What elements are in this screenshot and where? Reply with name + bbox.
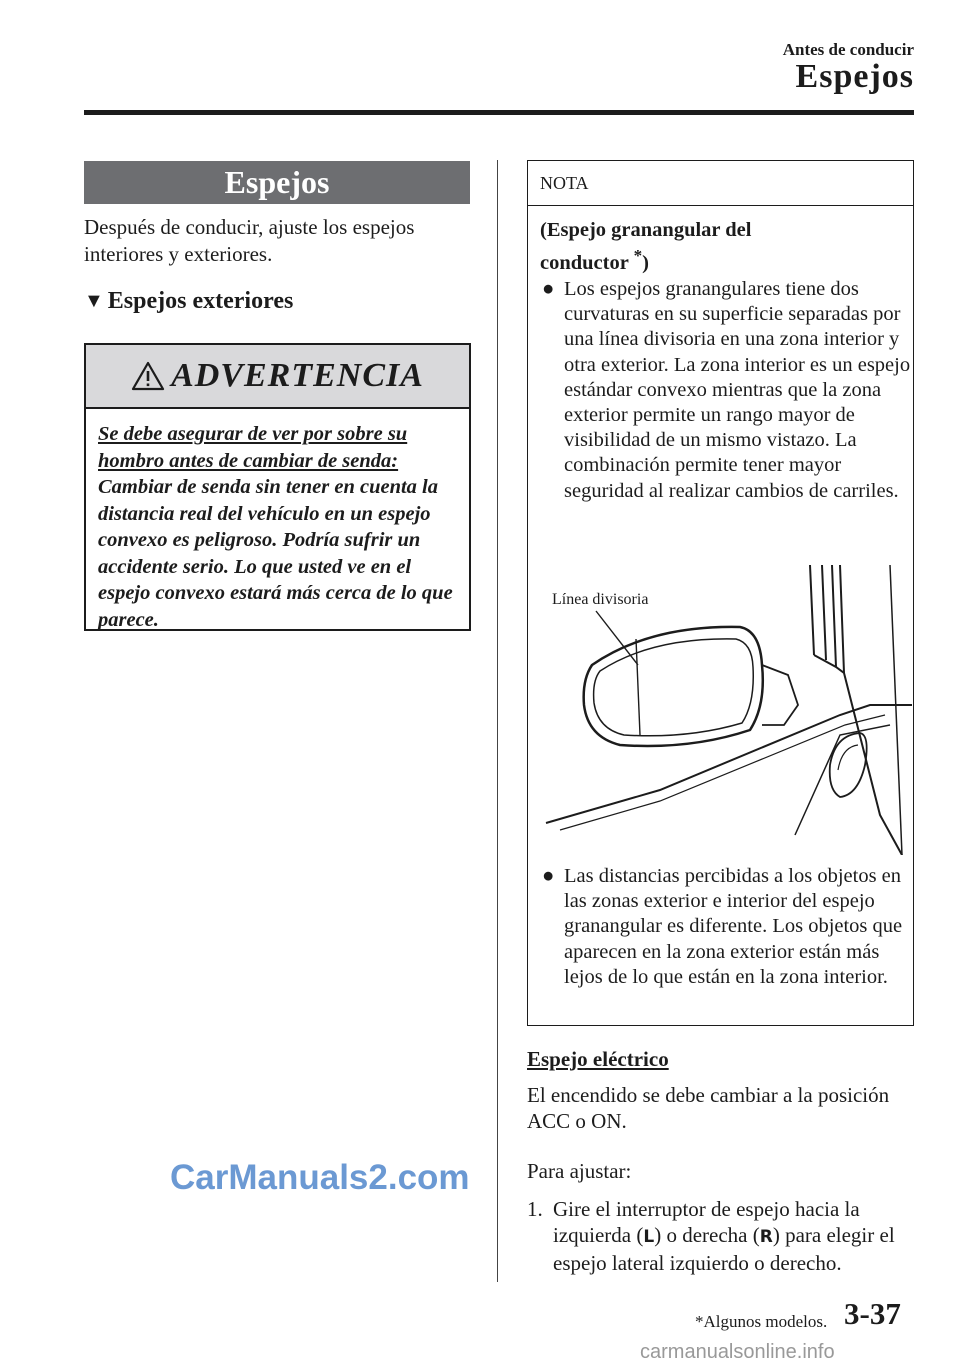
running-header-section: Antes de conducir bbox=[782, 40, 914, 59]
warning-header bbox=[86, 345, 469, 409]
adjust-step-1 bbox=[527, 1196, 917, 1276]
step-text-a: Gire el interruptor de espejo hacia la izquierda ( bbox=[553, 1197, 860, 1247]
section-title: Espejos bbox=[84, 161, 470, 204]
note-box bbox=[527, 160, 914, 1026]
footer-site: carmanualsonline.info bbox=[640, 1341, 835, 1363]
note-label: NOTA bbox=[528, 161, 913, 206]
note-subheading-close: ) bbox=[642, 251, 649, 274]
note-bullet-2 bbox=[540, 864, 914, 990]
page-number: 3-37 bbox=[844, 1296, 901, 1331]
note-subheading bbox=[540, 218, 751, 276]
bullet-dot-icon: ● bbox=[542, 278, 555, 300]
step-number: 1. bbox=[527, 1197, 543, 1221]
note-bullet-1 bbox=[540, 277, 914, 504]
warning-body bbox=[86, 409, 469, 633]
adjust-label: Para ajustar: bbox=[527, 1159, 632, 1183]
asterisk-mark: * bbox=[633, 246, 643, 265]
note-bullet-1-text: Los espejos granangulares tiene dos curvaturas en su superficie separadas por una línea divisoria en una zona interior y otra exterior. La zona interior es un espejo estándar convexo mientras que la zona exterior permite un rango mayor de visibilidad de un mismo vistazo. La combinación permite tener mayor seguridad al realizar cambios de carriles. bbox=[564, 278, 911, 502]
electric-mirror-text: El encendido se debe cambiar a la posición ACC o ON. bbox=[527, 1083, 890, 1133]
intro-paragraph: Después de conducir, ajuste los espejos interiores y exteriores. bbox=[84, 215, 415, 266]
warning-triangle-icon bbox=[131, 361, 165, 391]
header-rule bbox=[84, 110, 914, 115]
switch-r-icon: R bbox=[759, 1227, 773, 1247]
warning-underlined-text: Se debe asegurar de ver por sobre su hombro antes de cambiar de senda: bbox=[98, 423, 408, 472]
triangle-down-icon: ▼ bbox=[84, 290, 104, 312]
footnote bbox=[695, 1312, 827, 1332]
footnote-text: Algunos modelos. bbox=[703, 1312, 828, 1331]
warning-box bbox=[84, 343, 471, 631]
bullet-dot-icon: ● bbox=[542, 865, 555, 887]
warning-title: ADVERTENCIA bbox=[171, 357, 424, 394]
note-subheading-line1: (Espejo granangular del bbox=[540, 219, 752, 241]
note-subheading-line2: conductor bbox=[540, 251, 629, 274]
switch-l-icon: L bbox=[643, 1227, 655, 1247]
step-text-b: ) o derecha ( bbox=[654, 1223, 760, 1247]
warning-text: Cambiar de senda sin tener en cuenta la distancia real del vehículo en un espejo convexo es peligroso. Podría sufrir un accidente serio. Lo que usted ve en el espejo convexo estará más cerca de lo que parece. bbox=[98, 476, 453, 631]
footnote-mark: * bbox=[695, 1312, 704, 1331]
running-header-chapter: Espejos bbox=[795, 58, 914, 95]
step-text-c: ) para elegir el espejo lateral izquierdo o derecho. bbox=[553, 1223, 895, 1275]
electric-mirror-heading: Espejo eléctrico bbox=[527, 1047, 669, 1071]
subsection-heading bbox=[84, 288, 293, 315]
step-text bbox=[527, 1196, 917, 1276]
watermark: CarManuals2.com bbox=[170, 1158, 470, 1197]
column-divider bbox=[497, 160, 498, 1282]
note-bullet-2-text: Las distancias percibidas a los objetos en las zonas exterior e interior del espejo granangular es diferente. Los objetos que aparecen en la zona exterior están más lejos de lo que están en la zona interior. bbox=[564, 865, 903, 988]
subsection-title: Espejos exteriores bbox=[107, 288, 294, 314]
figure-label: Línea divisoria bbox=[552, 591, 649, 608]
